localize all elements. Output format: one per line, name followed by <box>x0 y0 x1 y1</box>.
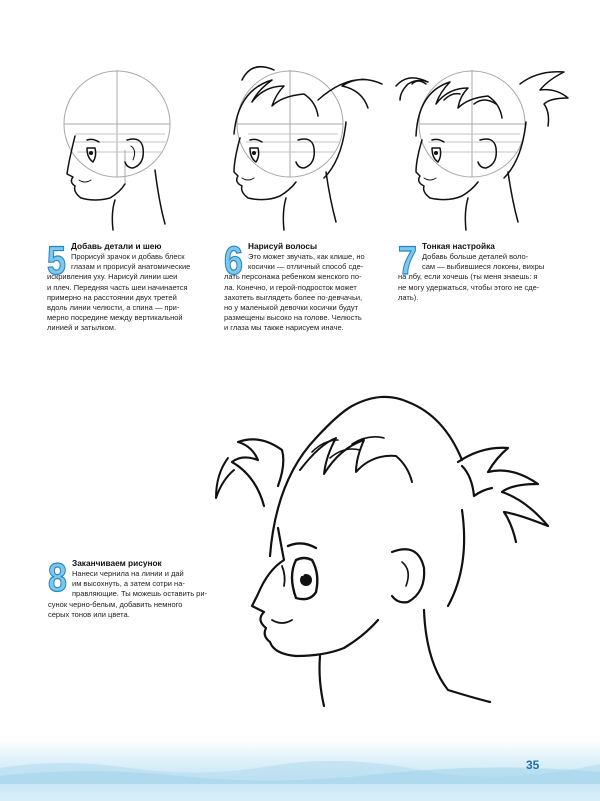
step-line: сам — выбившиеся локоны, вихры <box>422 262 545 272</box>
step-body <box>224 252 390 334</box>
step-number: 8 <box>48 556 67 600</box>
step-line: не могу удержаться, чтобы этого не сде- <box>398 282 540 292</box>
head-sketch-step-7 <box>388 48 580 240</box>
step-line: захотеть выглядеть более по-девчачьи, <box>224 292 363 302</box>
step-title: Нарисуй волосы <box>248 241 318 251</box>
step-line: искривления уху. Нарисуй линии шеи <box>47 272 178 282</box>
step-8 <box>48 558 216 620</box>
step-line: размещены высоко на голове. Челюсть <box>224 313 362 323</box>
step-line: примерно на расстоянии двух третей <box>47 292 177 302</box>
step-line: Это может звучать, как клише, но <box>248 252 365 261</box>
step-line: правляющие. Ты можешь оставить ри- <box>72 589 208 599</box>
step-line: ла. Конечно, и герой-подросток может <box>224 282 357 292</box>
step-number: 5 <box>47 239 66 283</box>
step-number: 6 <box>224 239 243 283</box>
page-number: 35 <box>526 758 540 772</box>
step-line: Добавь больше деталей воло- <box>422 252 529 261</box>
step-line: и глаза мы также нарисуем иначе. <box>224 323 344 333</box>
step-line: сунок черно-белым, добавить немного <box>48 599 183 609</box>
footer-band <box>0 740 600 801</box>
step-6 <box>224 241 390 334</box>
step-line: лать). <box>398 292 419 302</box>
step-line: лать персонажа ребенком женского по- <box>224 272 362 282</box>
step-number: 7 <box>398 239 417 283</box>
step-line: мерно посредине между вертикальной <box>47 313 183 323</box>
step-5 <box>47 241 215 334</box>
step-line: им высохнуть, а затем сотри на- <box>72 579 185 589</box>
step-title: Заканчиваем рисунок <box>72 558 162 568</box>
step-line: Прорисуй зрачок и добавь блеск <box>71 252 185 261</box>
step-line: косички — отличный способ сде- <box>248 262 364 272</box>
step-line: но у маленькой девочки косички будут <box>224 303 359 313</box>
step-line: Нанеси чернила на линии и дай <box>72 569 184 578</box>
final-girl-drawing <box>212 380 568 710</box>
step-line: и плеч. Передняя часть шеи начинается <box>47 282 188 292</box>
step-line: вдоль линии челюсти, а спина — при- <box>47 303 180 313</box>
head-sketch-step-5 <box>55 52 180 240</box>
wave-decoration <box>0 754 600 784</box>
step-title: Добавь детали и шею <box>71 241 162 251</box>
step-body <box>47 252 215 334</box>
step-body <box>48 569 216 620</box>
step-body <box>398 252 566 303</box>
step-line: линией и затылком. <box>47 323 117 333</box>
step-title: Тонкая настройка <box>422 241 495 251</box>
step-line: глазам и прорисуй анатомические <box>71 262 191 272</box>
step-line: на лбу, если хочешь (ты меня знаешь: я <box>398 272 538 282</box>
step-line: серых тонов или цвета. <box>48 609 130 619</box>
head-sketch-step-6 <box>212 50 392 240</box>
step-7 <box>398 241 566 303</box>
